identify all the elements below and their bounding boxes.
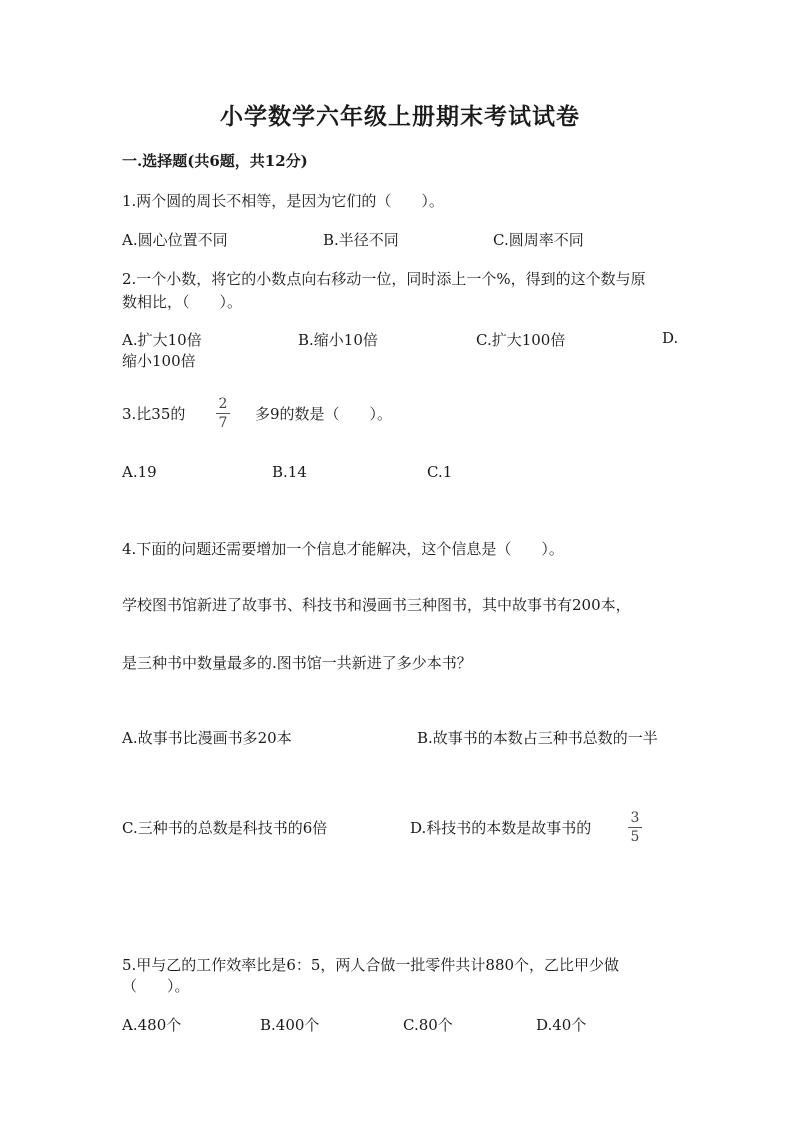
question-4-option-d[interactable]: D.科技书的本数是故事书的 (410, 819, 592, 837)
question-5-option-d[interactable]: D.40个 (536, 1016, 587, 1034)
section-heading: 一.选择题(共6题，共12分) (122, 152, 308, 170)
question-2-stem-line1: 2.一个小数，将它的小数点向右移动一位，同时添上一个%，得到的这个数与原 (122, 270, 646, 288)
question-3-option-c[interactable]: C.1 (427, 463, 453, 481)
question-1-option-c[interactable]: C.圆周率不同 (493, 231, 584, 249)
question-3-stem-post: 多9的数是（ ）。 (255, 405, 393, 423)
fraction-bar (216, 413, 230, 414)
question-4-option-b[interactable]: B.故事书的本数占三种书总数的一半 (417, 729, 658, 747)
question-5-option-b[interactable]: B.400个 (260, 1016, 320, 1034)
fraction-bar (628, 827, 642, 828)
question-4-stem: 4.下面的问题还需要增加一个信息才能解决，这个信息是（ ）。 (122, 540, 564, 558)
question-4-context-line2: 是三种书中数量最多的.图书馆一共新进了多少本书？ (122, 654, 472, 672)
question-1-stem: 1.两个圆的周长不相等，是因为它们的（ ）。 (122, 192, 444, 210)
question-4-fraction-denominator: 5 (630, 829, 640, 845)
question-3-option-b[interactable]: B.14 (272, 463, 307, 481)
question-3-fraction-numerator: 2 (218, 396, 228, 412)
question-2-option-b[interactable]: B.缩小10倍 (298, 331, 378, 349)
question-2-option-c[interactable]: C.扩大100倍 (476, 331, 566, 349)
question-4-context-line1: 学校图书馆新进了故事书、科技书和漫画书三种图书，其中故事书有200本， (122, 596, 631, 614)
question-4-fraction (626, 810, 644, 845)
question-5-option-a[interactable]: A.480个 (122, 1016, 182, 1034)
question-2-option-d-text: 缩小100倍 (122, 352, 196, 370)
question-5-stem-line2: （ ）。 (122, 977, 190, 995)
question-3-stem-pre: 3.比35的 (122, 405, 186, 423)
question-3-fraction-denominator: 7 (218, 415, 228, 431)
question-4-fraction-numerator: 3 (630, 810, 640, 826)
question-1-option-a[interactable]: A.圆心位置不同 (122, 231, 228, 249)
question-3-fraction (214, 396, 232, 431)
question-2-option-a[interactable]: A.扩大10倍 (122, 331, 202, 349)
question-1-option-b[interactable]: B.半径不同 (323, 231, 399, 249)
question-4-option-a[interactable]: A.故事书比漫画书多20本 (122, 729, 292, 747)
question-3-option-a[interactable]: A.19 (122, 463, 157, 481)
page-title: 小学数学六年级上册期末考试试卷 (220, 103, 580, 130)
question-4-option-c[interactable]: C.三种书的总数是科技书的6倍 (122, 819, 328, 837)
question-5-option-c[interactable]: C.80个 (403, 1016, 453, 1034)
question-2-option-d[interactable]: D. (662, 329, 679, 347)
question-5-stem-line1: 5.甲与乙的工作效率比是6：5，两人合做一批零件共计880个，乙比甲少做 (122, 956, 620, 974)
question-2-stem-line2: 数相比，（ ）。 (122, 293, 243, 311)
